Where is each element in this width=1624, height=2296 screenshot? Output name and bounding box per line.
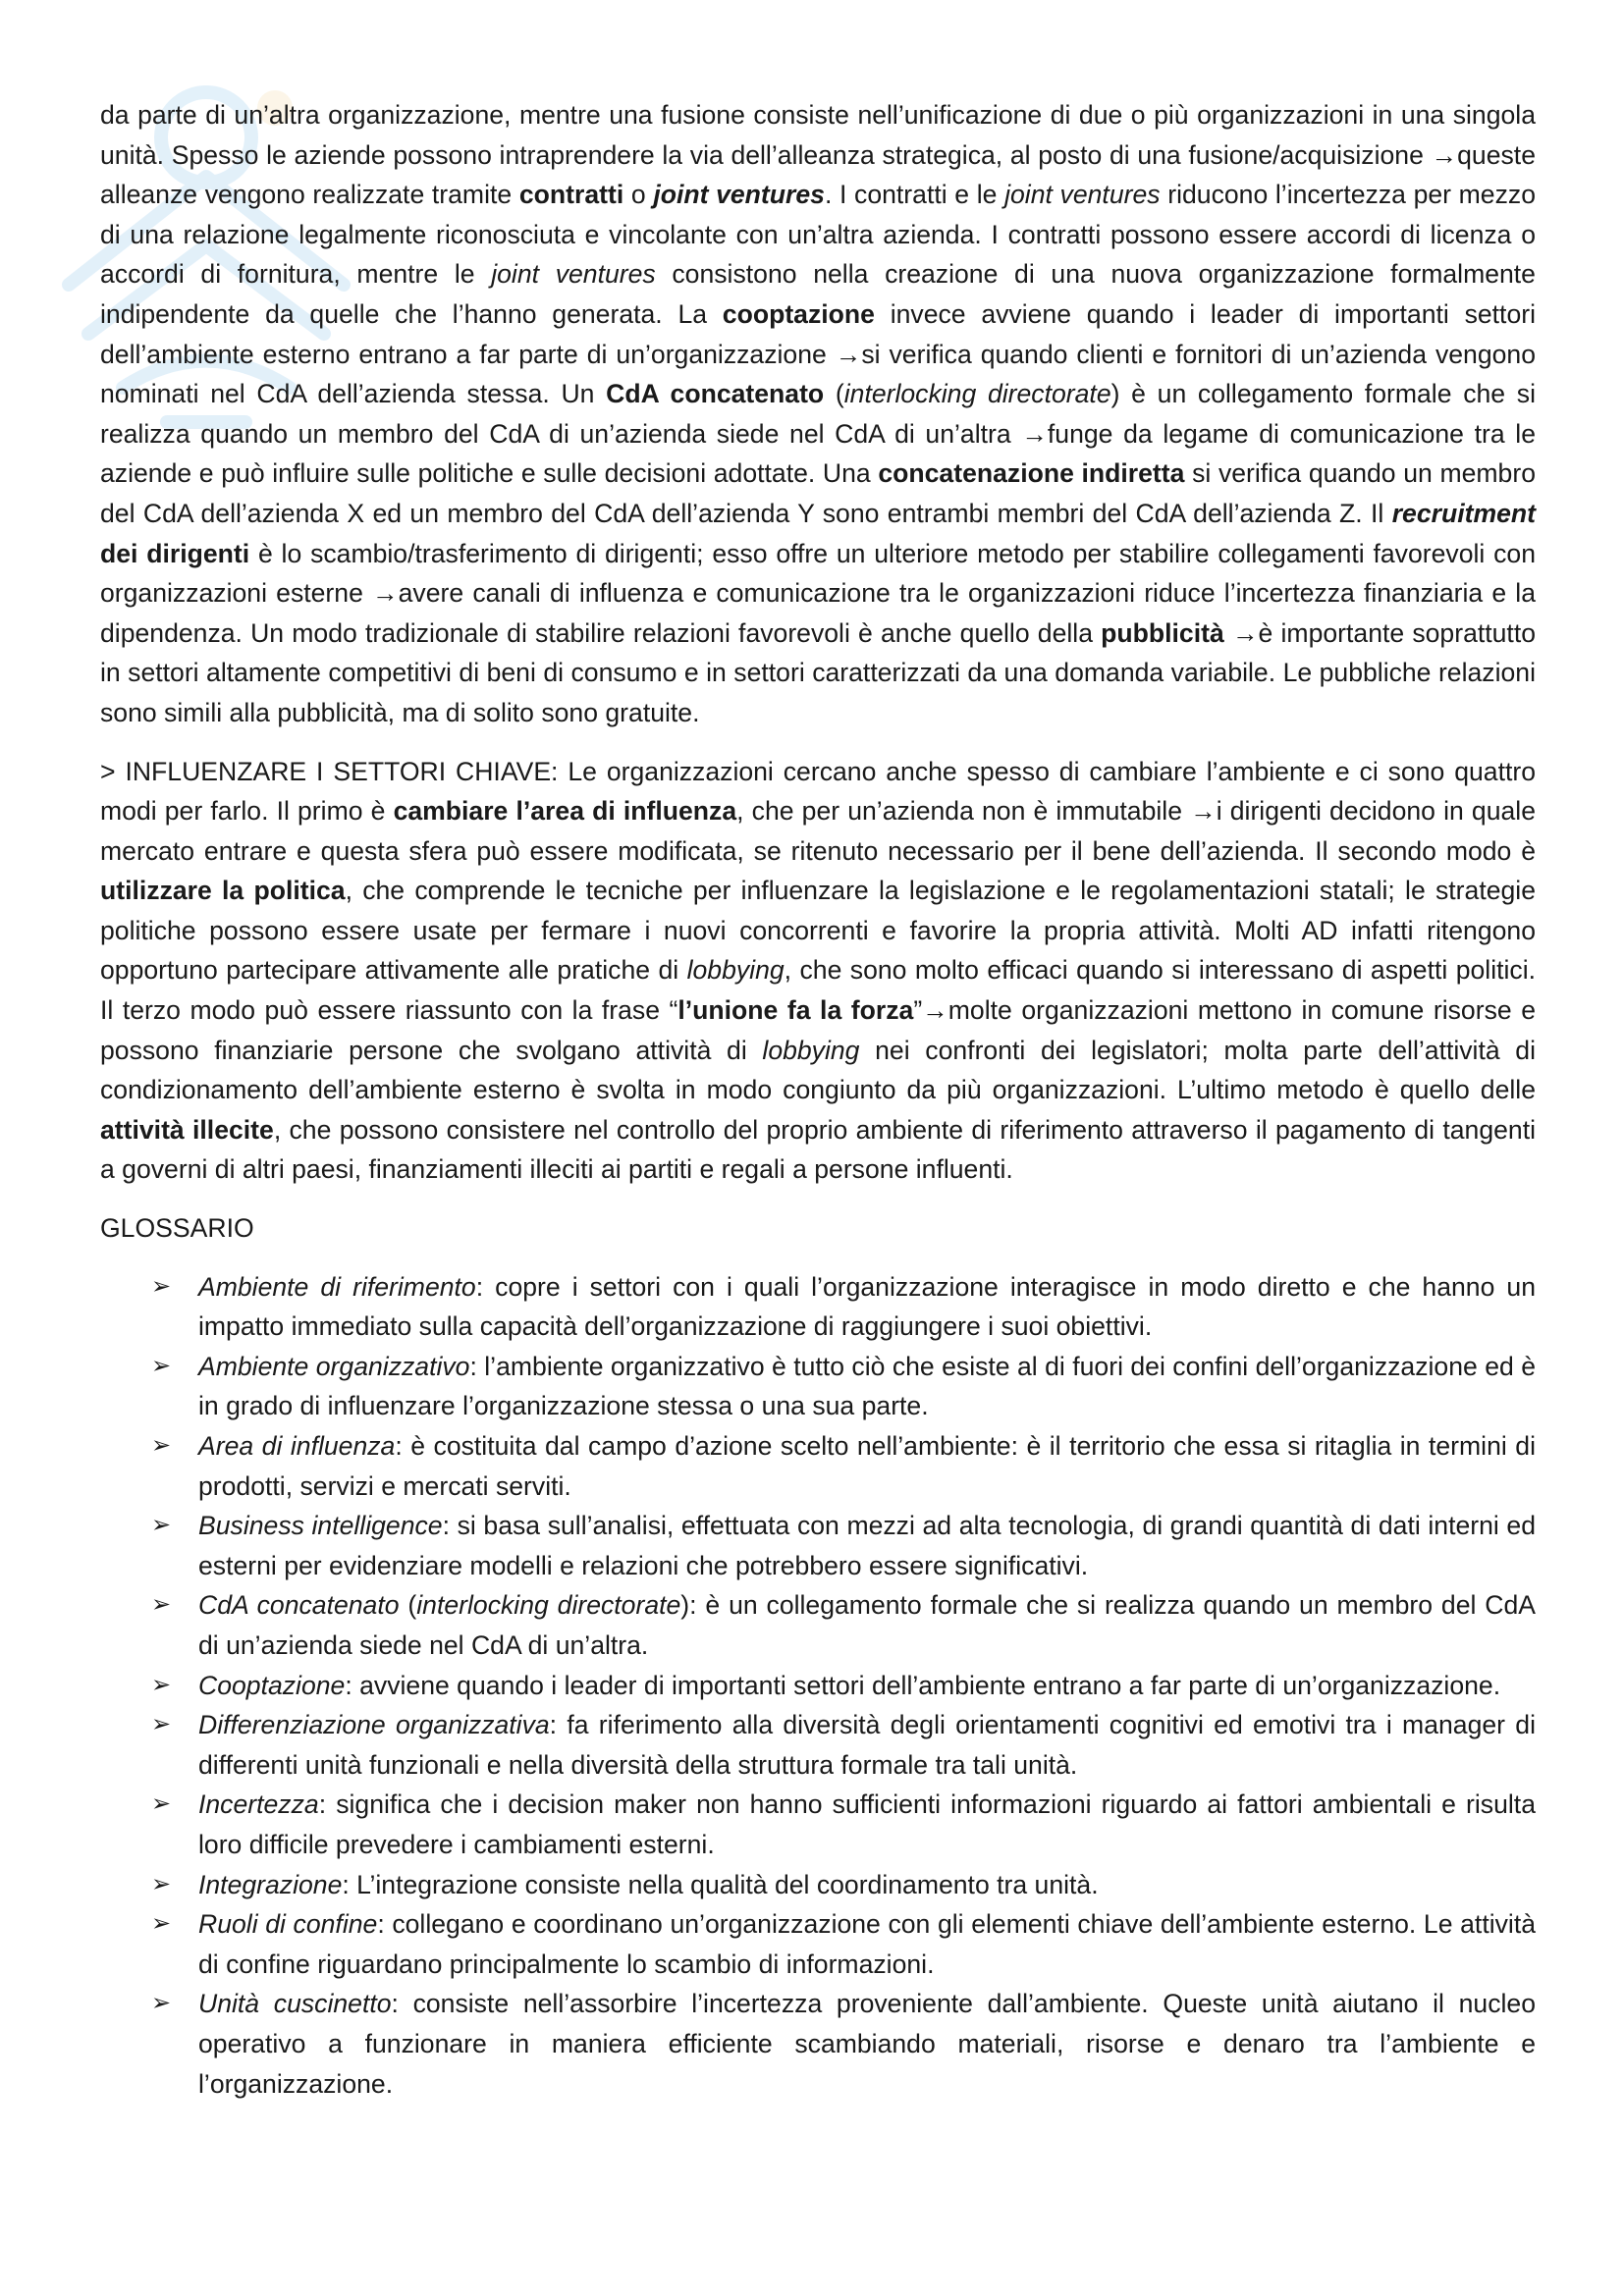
glossary-item: ➢ Cooptazione: avviene quando i leader di importanti settori dell’ambiente entrano a far parte di un’organizzazione. (100, 1666, 1536, 1706)
glossary-item: ➢ Incertezza: significa che i decision maker non hanno sufficienti informazioni riguardo ai fattori ambientali e risulta loro difficile prevedere i cambiamenti esterni. (100, 1785, 1536, 1864)
arrow-icon: → (922, 995, 948, 1026)
arrowhead-bullet-icon: ➢ (151, 1910, 172, 1938)
glossary-item: ➢ Unità cuscinetto: consiste nell’assorbire l’incertezza proveniente dall’ambiente. Queste unità aiutano il nucleo operativo a funzionare in maniera efficiente scambiando materiali, risorse e denaro tra l’ambiente e l’organizzazione. (100, 1984, 1536, 2104)
glossary-heading: GLOSSARIO (100, 1213, 254, 1244)
arrowhead-bullet-icon: ➢ (151, 1591, 172, 1619)
arrowhead-bullet-icon: ➢ (151, 1870, 172, 1897)
arrow-icon: → (1021, 418, 1048, 449)
arrowhead-bullet-icon: ➢ (151, 1711, 172, 1738)
glossary-item: ➢ Integrazione: L’integrazione consiste nella qualità del coordinamento tra unità. (100, 1865, 1536, 1905)
arrow-icon: → (1231, 617, 1259, 648)
glossary-list (100, 1267, 1536, 2104)
glossary-item: ➢ Area di influenza: è costituita dal campo d’azione scelto nell’ambiente: è il territorio che essa si ritaglia in termini di prodotti, servizi e mercati serviti. (100, 1426, 1536, 1506)
arrowhead-bullet-icon: ➢ (151, 1512, 172, 1539)
glossary-item: ➢ Ambiente organizzativo: l’ambiente organizzativo è tutto ciò che esiste al di fuori dei confini dell’organizzazione ed è in grado di influenzare l’organizzazione stessa o una sua parte. (100, 1347, 1536, 1426)
arrow-icon: → (1431, 139, 1458, 170)
paragraph-key-sectors: > INFLUENZARE I SETTORI CHIAVE: Le organizzazioni cercano anche spesso di cambiare l’ambiente e ci sono quattro modi per farlo. Il primo è cambiare l’area di influenza, che per un’azienda non è immutabile →i dirigenti decidono in quale mercato entrare e questa sfera può essere modificata, se ritenuto necessario per il bene dell’azienda. Il secondo modo è utilizzare la politica, che comprende le tecniche per influenzare la legislazione e le regolamentazioni statali; le strategie politiche possono essere usate per fermare i nuovi concorrenti e favorire la propria attività. Molti AD infatti ritengono opportuno partecipare attivamente alle pratiche di lobbying, che sono molto efficaci quando si interessano di aspetti politici. Il terzo modo può essere riassunto con la frase “l’unione fa la forza”→molte organizzazioni mettono in comune risorse e possono finanziarie persone che svolgano attività di lobbying nei confronti dei legislatori; molta parte dell’attività di condizionamento dell’ambiente esterno è svolta in modo congiunto da più organizzazioni. L’ultimo metodo è quello delle attività illecite, che possono consistere nel controllo del proprio ambiente di riferimento attraverso il pagamento di tangenti a governi di altri paesi, finanziamenti illeciti ai partiti e regali a persone influenti. (100, 756, 1536, 1185)
arrowhead-bullet-icon: ➢ (151, 1790, 172, 1818)
glossary-item: ➢ Ambiente di riferimento: copre i settori con i quali l’organizzazione interagisce in modo diretto e che hanno un impatto immediato sulla capacità dell’organizzazione di raggiungere i suoi obiettivi. (100, 1267, 1536, 1347)
arrowhead-bullet-icon: ➢ (151, 1352, 172, 1379)
document-page (100, 95, 1536, 2104)
arrowhead-bullet-icon: ➢ (151, 1272, 172, 1300)
arrow-icon: → (835, 339, 862, 369)
arrowhead-bullet-icon: ➢ (151, 1432, 172, 1459)
arrow-icon: → (1190, 796, 1217, 827)
arrowhead-bullet-icon: ➢ (151, 1671, 172, 1698)
arrow-icon: → (372, 578, 399, 609)
glossary-item: ➢ CdA concatenato (interlocking directorate): è un collegamento formale che si realizza quando un membro del CdA di un’azienda siede nel CdA di un’altra. (100, 1585, 1536, 1665)
glossary-item: ➢ Business intelligence: si basa sull’analisi, effettuata con mezzi ad alta tecnologia, di grandi quantità di dati interni ed esterni per evidenziare modelli e relazioni che potrebbero essere significativi. (100, 1506, 1536, 1585)
glossary-item: ➢ Differenziazione organizzativa: fa riferimento alla diversità degli orientamenti cognitivi ed emotivi tra i manager di differenti unità funzionali e nella diversità della struttura formale tra tali unità. (100, 1705, 1536, 1785)
arrowhead-bullet-icon: ➢ (151, 1990, 172, 2017)
glossary-item: ➢ Ruoli di confine: collegano e coordinano un’organizzazione con gli elementi chiave dell’ambiente esterno. Le attività di confine riguardano principalmente lo scambio di informazioni. (100, 1904, 1536, 1984)
paragraph-alliances: da parte di un’altra organizzazione, mentre una fusione consiste nell’unificazione di due o più organizzazioni in una singola unità. Spesso le aziende possono intraprendere la via dell’alleanza strategica, al posto di una fusione/acquisizione →queste alleanze vengono realizzate tramite contratti o joint ventures. I contratti e le joint ventures riducono l’incertezza per mezzo di una relazione legalmente riconosciuta e vincolante con un’altra azienda. I contratti possono essere accordi di licenza o accordi di fornitura, mentre le joint ventures consistono nella creazione di una nuova organizzazione formalmente indipendente da quelle che l’hanno generata. La cooptazione invece avviene quando i leader di importanti settori dell’ambiente esterno entrano a far parte di un’organizzazione →si verifica quando clienti e fornitori di un’azienda vengono nominati nel CdA dell’azienda stessa. Un CdA concatenato (interlocking directorate) è un collegamento formale che si realizza quando un membro del CdA di un’azienda siede nel CdA di un’altra →funge da legame di comunicazione tra le aziende e può influire sulle politiche e sulle decisioni adottate. Una concatenazione indiretta si verifica quando un membro del CdA dell’azienda X ed un membro del CdA dell’azienda Y sono entrambi membri del CdA dell’azienda Z. Il recruitment dei dirigenti è lo scambio/trasferimento di dirigenti; esso offre un ulteriore metodo per stabilire collegamenti favorevoli con organizzazioni esterne →avere canali di influenza e comunicazione tra le organizzazioni riduce l’incertezza finanziaria e la dipendenza. Un modo tradizionale di stabilire relazioni favorevoli è anche quello della pubblicità →è importante soprattutto in settori altamente competitivi di beni di consumo e in settori caratterizzati da una domanda variabile. Le pubbliche relazioni sono simili alla pubblicità, ma di solito sono gratuite. (100, 100, 1537, 727)
